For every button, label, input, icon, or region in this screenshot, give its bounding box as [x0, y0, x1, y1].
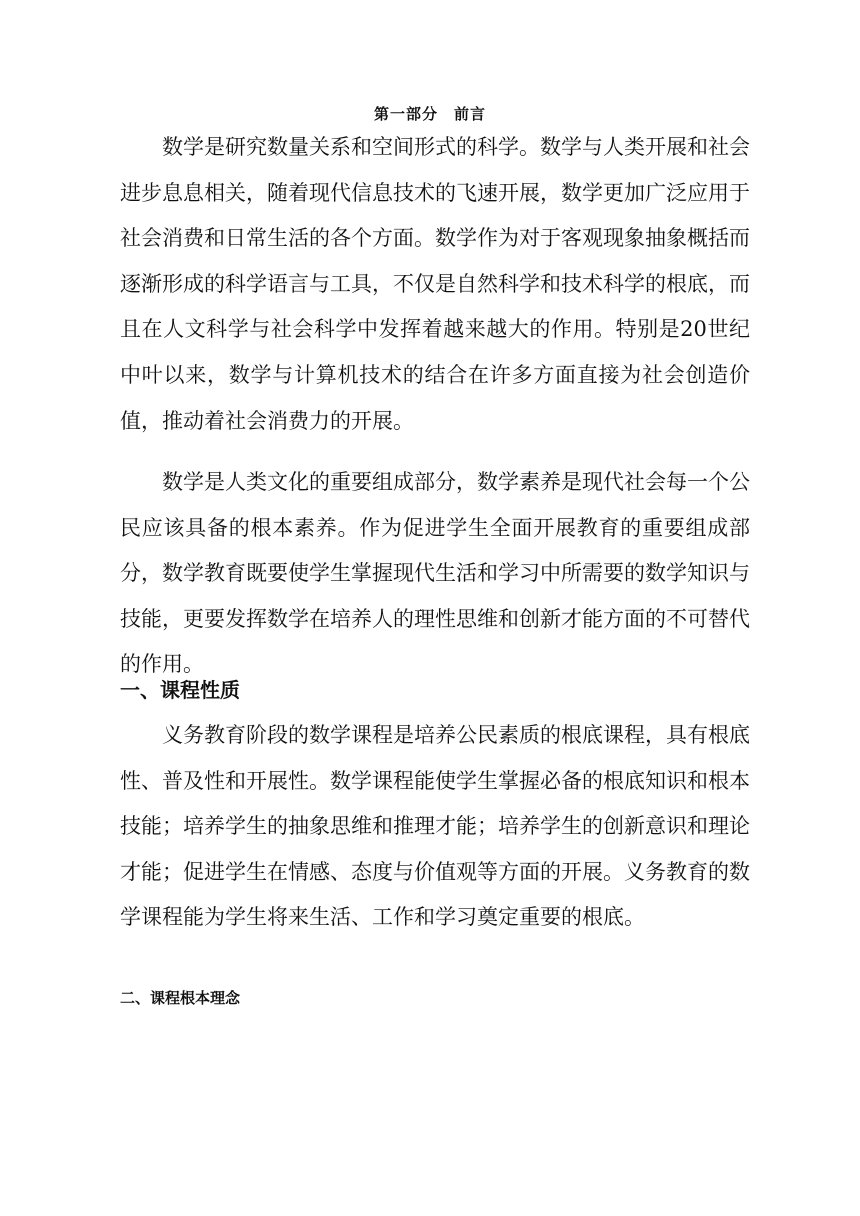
preface-paragraph-1: 数学是研究数量关系和空间形式的科学。数学与人类开展和社会进步息息相关，随着现代信息技术的飞速开展，数学更加广泛应用于社会消费和日常生活的各个方面。数学作为对于客观现象抽象概括而逐渐形成的科学语言与工具，不仅是自然科学和技术科学的根底，而且在人文科学与社会科学中发挥着越来越大的作用。特别是20世纪中叶以来，数学与计算机技术的结合在许多方面直接为社会创造价值，推动着社会消费力的开展。 [120, 135, 750, 433]
section-heading-course-nature: 一、课程性质 [120, 678, 240, 702]
course-nature-paragraph: 义务教育阶段的数学课程是培养公民素质的根底课程，具有根底性、普及性和开展性。数学课程能使学生掌握必备的根底知识和根本技能；培养学生的抽象思维和推理才能；培养学生的创新意识和理论才能；促进学生在情感、态度与价值观等方面的开展。义务教育的数学课程能为学生将来生活、工作和学习奠定重要的根底。 [120, 723, 750, 930]
section-heading-basic-concepts: 二、课程根本理念 [120, 989, 241, 1007]
preface-paragraph-2: 数学是人类文化的重要组成部分，数学素养是现代社会每一个公民应该具备的根本素养。作为促进学生全面开展教育的重要组成部分，数学教育既要使学生掌握现代生活和学习中所需要的数学知识与技能，更要发挥数学在培养人的理性思维和创新才能方面的不可替代的作用。 [120, 470, 750, 677]
part-title: 第一部分 前言 [373, 105, 486, 123]
